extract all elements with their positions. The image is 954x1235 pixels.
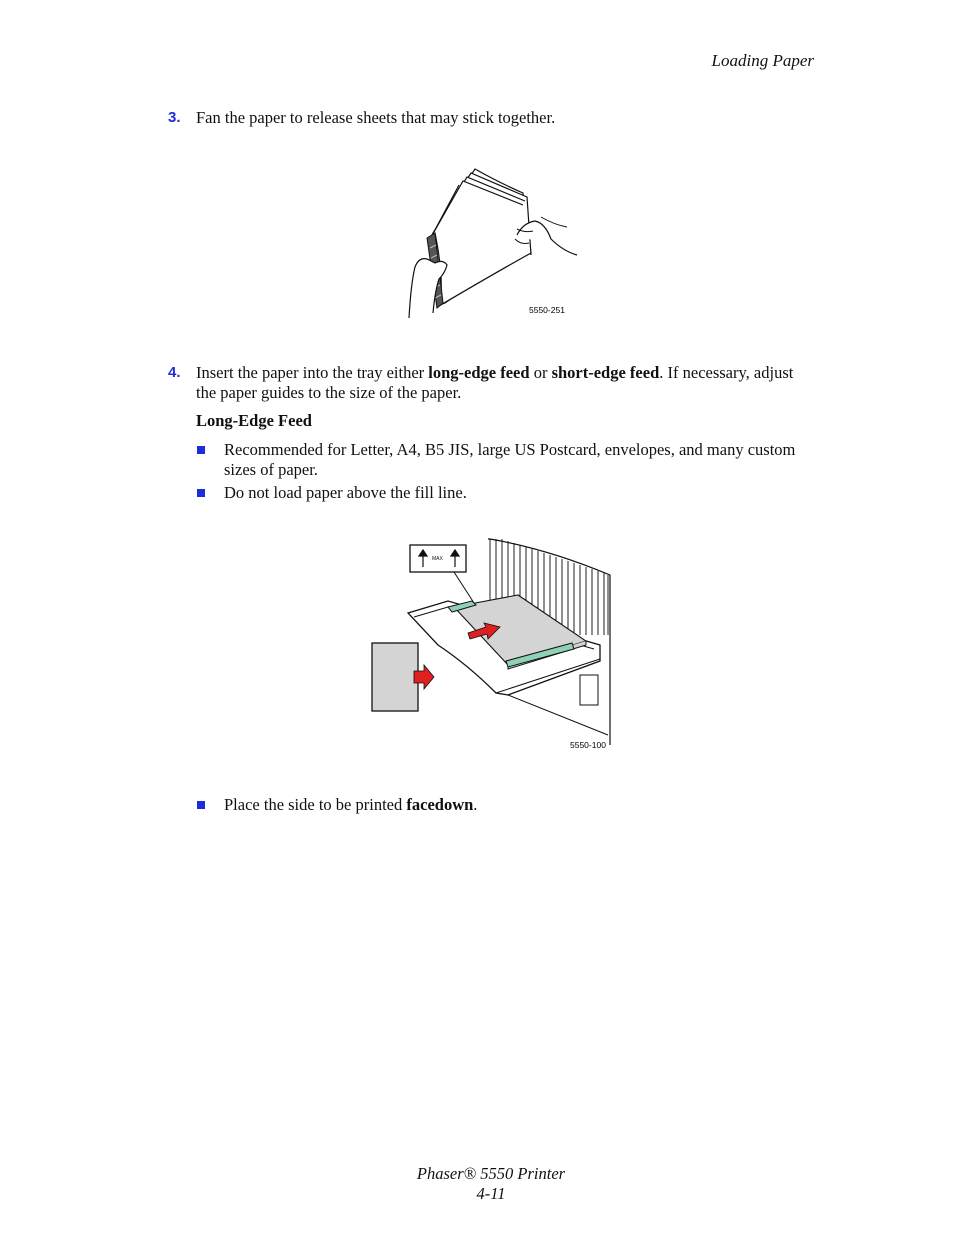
max-label: MAX: [432, 556, 443, 562]
step-number-4: 4.: [168, 364, 181, 381]
bullet-item-3: Place the side to be printed facedown.: [224, 795, 478, 814]
bullet-square-icon: [197, 801, 205, 809]
subheading-long-edge-feed: Long-Edge Feed: [196, 411, 312, 430]
figure-label-5550-100: 5550-100: [570, 740, 606, 750]
step-4-text: Insert the paper into the tray either long-edge feed or short-edge feed. If necessary, adjust the paper guides to the size of the paper.: [196, 363, 794, 402]
step-3-text: Fan the paper to release sheets that may stick together.: [196, 108, 556, 127]
step-number-3: 3.: [168, 109, 181, 126]
footer-product: Phaser® 5550 Printer: [416, 1164, 566, 1183]
bullet-item-1: Recommended for Letter, A4, B5 JIS, large US Postcard, envelopes, and many custom sizes of paper.: [224, 440, 796, 479]
fan-paper-illustration: [405, 163, 585, 323]
bullet-item-2: Do not load paper above the fill line.: [224, 483, 467, 502]
figure-label-5550-251: 5550-251: [529, 305, 565, 315]
bullet-square-icon: [197, 489, 205, 497]
tray-loading-illustration: [368, 535, 618, 757]
running-header: Loading Paper: [711, 51, 814, 70]
footer-page-number: 4-11: [476, 1184, 506, 1203]
bullet-square-icon: [197, 446, 205, 454]
